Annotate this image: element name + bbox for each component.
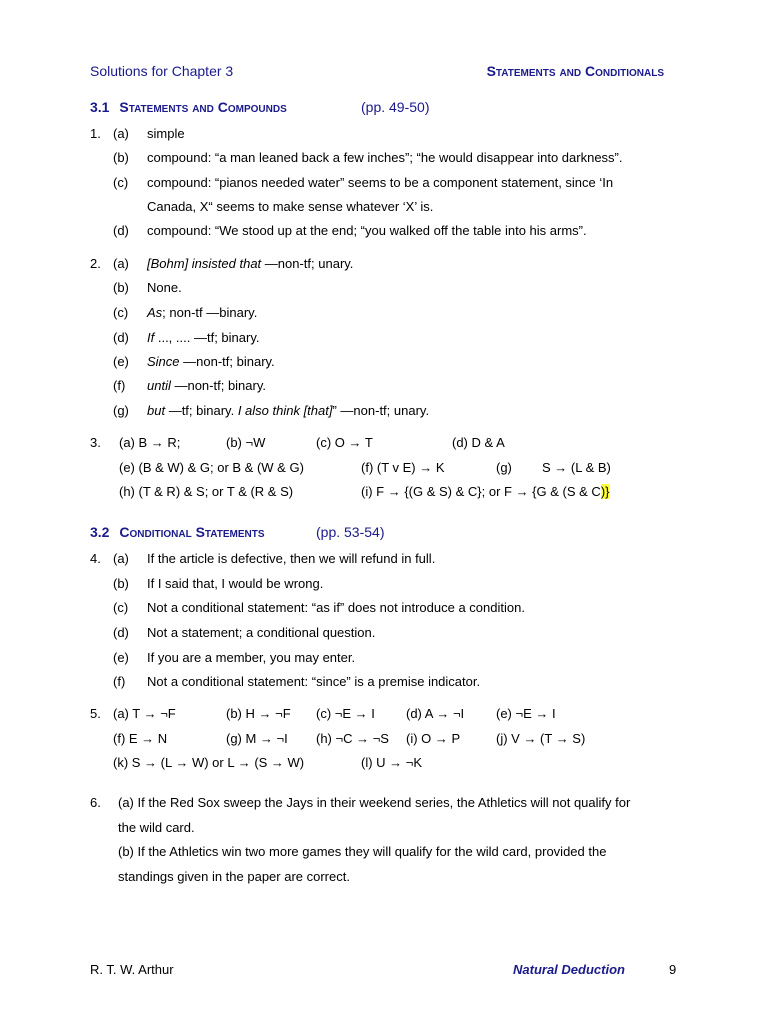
item-text: If you are a member, you may enter. — [147, 650, 356, 665]
section-title: Conditional Statements — [119, 524, 265, 540]
item-label: (g) — [113, 403, 129, 418]
footer-author: R. T. W. Arthur — [90, 962, 174, 977]
answer-i: (i) O → P — [406, 731, 461, 746]
answer-b-line2: standings given in the paper are correct. — [118, 869, 350, 884]
answer-i — [361, 484, 610, 499]
item-text: Not a statement; a conditional question. — [147, 625, 376, 640]
item-text — [147, 354, 275, 369]
item-label: (f) — [113, 674, 126, 689]
answer-l: (l) U → ¬K — [361, 755, 423, 770]
analysis: —non-tf; binary. — [179, 354, 275, 369]
section-pages: (pp. 49-50) — [361, 99, 430, 115]
connective: If — [147, 330, 155, 345]
header-right: Statements and Conditionals — [486, 63, 664, 79]
answer-g: S → (L & B) — [542, 460, 611, 475]
question-number: 5. — [90, 706, 101, 721]
question-number: 1. — [90, 126, 101, 141]
answer-k: (k) S → (L → W) or L → (S → W) — [113, 755, 305, 770]
section-number: 3.1 — [90, 99, 110, 115]
question-number: 4. — [90, 551, 101, 566]
answer-a: (a) B → R; — [119, 435, 181, 450]
connective: until — [147, 378, 171, 393]
answer-h: (h) ¬C → ¬S — [316, 731, 389, 746]
item-text: Not a conditional statement: “as if” does not introduce a condition. — [147, 600, 525, 615]
item-label: (c) — [113, 175, 129, 190]
item-text — [147, 256, 353, 271]
answer-i-text: (i) F → {(G & S) & C}; or F → {G & (S & C — [361, 484, 601, 499]
answer-f: (f) E → N — [113, 731, 168, 746]
answer-c: (c) ¬E → I — [316, 706, 375, 721]
item-label: (c) — [113, 600, 129, 615]
section-heading-3-2 — [90, 524, 385, 540]
footer-page-number: 9 — [669, 962, 677, 977]
question-number: 3. — [90, 435, 101, 450]
analysis: —non-tf; binary. — [170, 378, 266, 393]
answer-a-line1: (a) If the Red Sox sweep the Jays in their weekend series, the Athletics will not qualify for — [118, 795, 631, 810]
answer-j: (j) V → (T → S) — [496, 731, 586, 746]
item-text-continued: Canada, X“ seems to make sense whatever ‘X’ is. — [147, 199, 434, 214]
section-title: Statements and Compounds — [119, 99, 287, 115]
item-label: (c) — [113, 305, 129, 320]
connective: As — [147, 305, 163, 320]
answer-b: (b) ¬W — [226, 435, 266, 450]
item-label: (b) — [113, 150, 129, 165]
item-text: If I said that, I would be wrong. — [147, 576, 324, 591]
connective: but — [147, 403, 166, 418]
answer-d: (d) D & A — [452, 435, 505, 450]
item-label: (d) — [113, 223, 129, 238]
answer-g: (g) M → ¬I — [226, 731, 288, 746]
answer-a-line2: the wild card. — [118, 820, 195, 835]
item-text — [147, 330, 259, 345]
question-number: 2. — [90, 256, 101, 271]
item-text: compound: “We stood up at the end; “you walked off the table into his arms”. — [147, 223, 587, 238]
answer-a: (a) T → ¬F — [113, 706, 176, 721]
analysis: —tf; binary. — [165, 403, 238, 418]
answer-b-line1: (b) If the Athletics win two more games they will qualify for the wild card, provided the — [118, 844, 607, 859]
item-label: (a) — [113, 551, 129, 566]
connective: I also think [that] — [237, 403, 333, 418]
answer-b: (b) H → ¬F — [226, 706, 291, 721]
answer-e: (e) ¬E → I — [496, 706, 556, 721]
item-text: compound: “a man leaned back a few inches”; “he would disappear into darkness”. — [147, 150, 623, 165]
footer-book-title: Natural Deduction — [513, 962, 625, 977]
analysis: ..., .... —tf; binary. — [154, 330, 260, 345]
analysis: —non-tf; unary. — [261, 256, 354, 271]
item-label: (a) — [113, 126, 129, 141]
item-text: compound: “pianos needed water” seems to be a component statement, since ‘In — [147, 175, 614, 190]
section-pages: (pp. 53-54) — [316, 524, 385, 540]
item-text — [147, 305, 257, 320]
answer-h: (h) (T & R) & S; or T & (R & S) — [119, 484, 294, 499]
item-label: (e) — [113, 650, 129, 665]
question-number: 6. — [90, 795, 101, 810]
item-text: If the article is defective, then we will refund in full. — [147, 551, 436, 566]
item-label: (a) — [113, 256, 129, 271]
answer-d: (d) A → ¬I — [406, 706, 465, 721]
section-number: 3.2 — [90, 524, 110, 540]
item-label: (b) — [113, 280, 129, 295]
item-label: (d) — [113, 625, 129, 640]
item-text: simple — [147, 126, 185, 141]
item-text — [147, 378, 266, 393]
answer-c: (c) O → T — [316, 435, 373, 450]
section-heading-3-1 — [90, 99, 430, 115]
item-label: (f) — [113, 378, 126, 393]
item-label: (e) — [113, 354, 129, 369]
answer-f: (f) (T v E) → K — [361, 460, 445, 475]
item-text — [147, 403, 429, 418]
answer-e: (e) (B & W) & G; or B & (W & G) — [119, 460, 304, 475]
connective: Since — [147, 354, 180, 369]
item-label: (d) — [113, 330, 129, 345]
highlighted-text: )} — [600, 484, 610, 499]
item-label: (b) — [113, 576, 129, 591]
analysis: ; non-tf —binary. — [162, 305, 258, 320]
item-text: Not a conditional statement: “since” is a premise indicator. — [147, 674, 481, 689]
header-left: Solutions for Chapter 3 — [90, 63, 234, 79]
answer-g-label: (g) — [496, 460, 512, 475]
analysis: ” —non-tf; unary. — [332, 403, 430, 418]
connective: [Bohm] insisted that — [147, 256, 262, 271]
item-text: None. — [147, 280, 182, 295]
